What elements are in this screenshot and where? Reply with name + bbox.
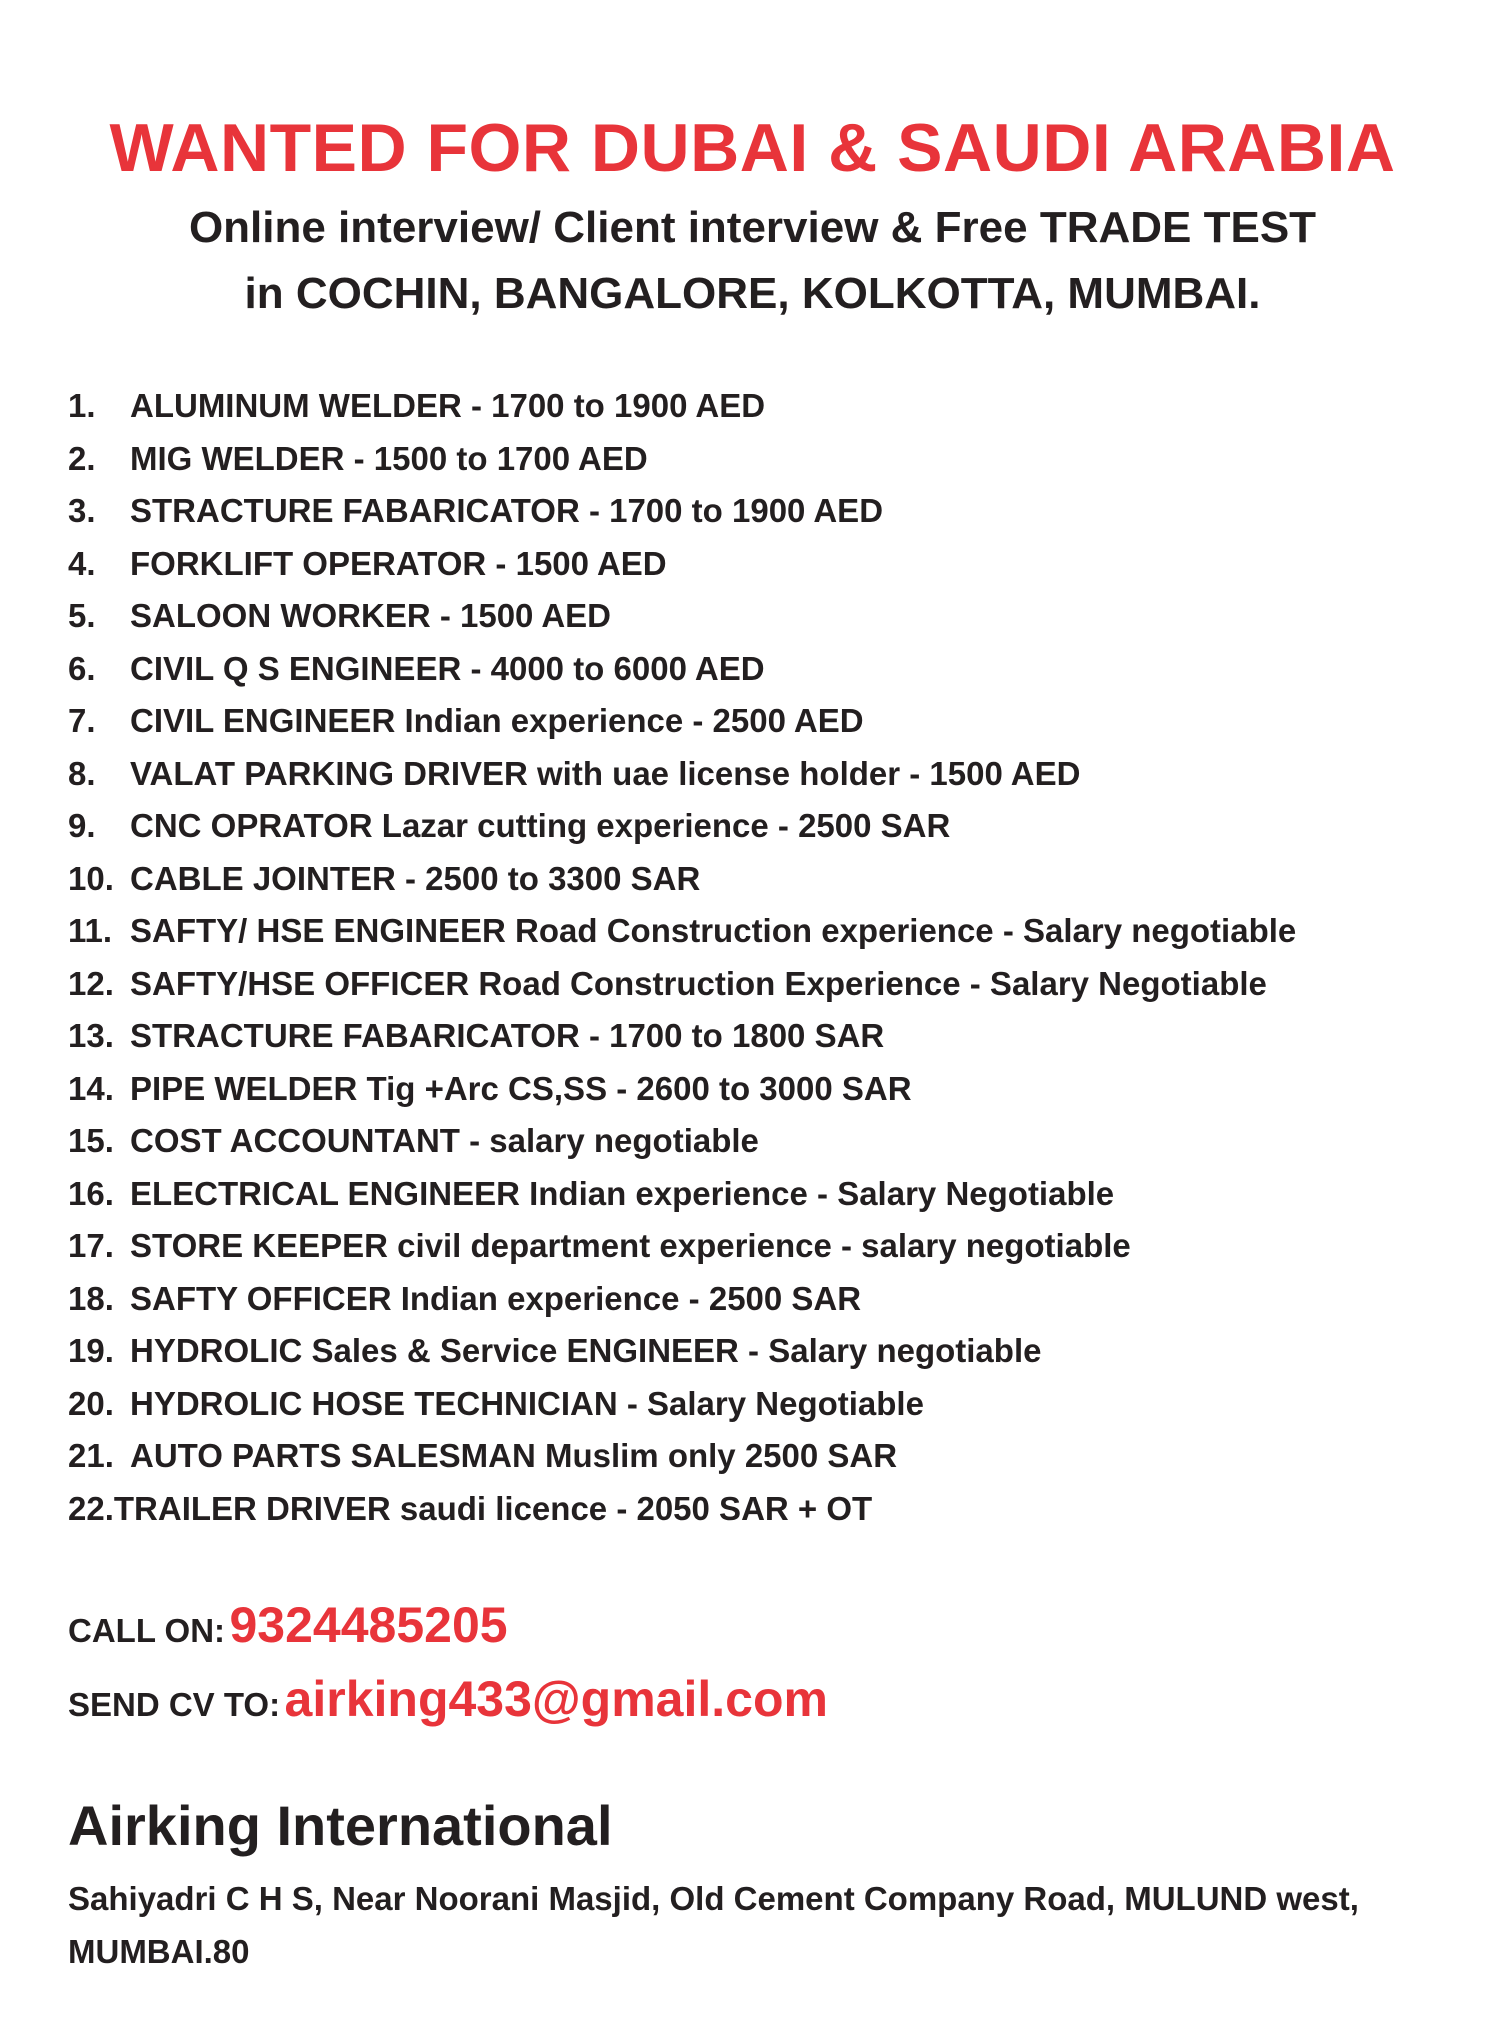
job-item: [68, 958, 1296, 1011]
send-cv-line: [68, 1670, 828, 1728]
job-text: SALOON WORKER - 1500 AED: [130, 597, 612, 635]
job-item: [68, 643, 1296, 696]
job-item: [68, 1220, 1296, 1273]
company-name: Airking International: [68, 1794, 613, 1857]
email-address[interactable]: airking433@gmail.com: [284, 1671, 828, 1727]
job-number: 18.: [68, 1279, 114, 1317]
job-text: STRACTURE FABARICATOR - 1700 to 1800 SAR: [130, 1017, 885, 1055]
job-number: 20.: [68, 1384, 114, 1422]
job-item: [68, 853, 1296, 906]
job-list: [68, 380, 1296, 1535]
job-text: SAFTY OFFICER Indian experience - 2500 SAR: [130, 1279, 862, 1317]
job-number: 13.: [68, 1017, 114, 1055]
job-number: 9.: [68, 807, 96, 845]
job-text: CABLE JOINTER - 2500 to 3300 SAR: [130, 859, 701, 897]
job-item: [68, 748, 1296, 801]
job-item: [68, 1273, 1296, 1326]
job-text: SAFTY/HSE OFFICER Road Construction Experience - Salary Negotiable: [130, 964, 1267, 1002]
phone-number[interactable]: 9324485205: [229, 1597, 508, 1653]
job-number: 1.: [68, 387, 96, 425]
job-item: [68, 1378, 1296, 1431]
subheadline-line-1: Online interview/ Client interview & Free TRADE TEST: [188, 203, 1317, 252]
job-text: HYDROLIC Sales & Service ENGINEER - Salary negotiable: [130, 1332, 1042, 1370]
send-cv-label: SEND CV TO:: [68, 1686, 281, 1723]
job-number: 3.: [68, 492, 96, 530]
job-number: 16.: [68, 1174, 114, 1212]
job-item: [68, 695, 1296, 748]
job-number: 14.: [68, 1069, 114, 1107]
job-number: 22.: [68, 1489, 114, 1527]
job-item: [68, 380, 1296, 433]
job-number: 15.: [68, 1122, 114, 1160]
job-item: [68, 485, 1296, 538]
job-item: [68, 1325, 1296, 1378]
job-text: PIPE WELDER Tig +Arc CS,SS - 2600 to 3000 SAR: [130, 1069, 912, 1107]
job-item: [68, 1430, 1296, 1483]
job-item: [68, 1063, 1296, 1116]
job-text: ALUMINUM WELDER - 1700 to 1900 AED: [130, 387, 766, 425]
job-text: AUTO PARTS SALESMAN Muslim only 2500 SAR: [130, 1437, 898, 1475]
job-number: 12.: [68, 964, 114, 1002]
job-item: [68, 1483, 1296, 1536]
company-address: Sahiyadri C H S, Near Noorani Masjid, Old Cement Company Road, MULUND west, MUMBAI.80: [68, 1880, 1359, 1970]
job-text: STRACTURE FABARICATOR - 1700 to 1900 AED: [130, 492, 884, 530]
job-text: VALAT PARKING DRIVER with uae license holder - 1500 AED: [130, 754, 1081, 792]
job-number: 10.: [68, 859, 114, 897]
job-text: MIG WELDER - 1500 to 1700 AED: [130, 439, 648, 477]
job-text: HYDROLIC HOSE TECHNICIAN - Salary Negotiable: [130, 1384, 924, 1422]
job-text: ELECTRICAL ENGINEER Indian experience - Salary Negotiable: [130, 1174, 1115, 1212]
call-label: CALL ON:: [68, 1612, 226, 1649]
job-number: 5.: [68, 597, 96, 635]
job-text: STORE KEEPER civil department experience - salary negotiable: [130, 1227, 1131, 1265]
job-item: [68, 1168, 1296, 1221]
job-number: 17.: [68, 1227, 114, 1265]
job-text: COST ACCOUNTANT - salary negotiable: [130, 1122, 759, 1160]
job-text: FORKLIFT OPERATOR - 1500 AED: [130, 544, 667, 582]
job-item: [68, 590, 1296, 643]
job-item: [68, 1010, 1296, 1063]
job-text: TRAILER DRIVER saudi licence - 2050 SAR + OT: [113, 1489, 873, 1527]
job-text: SAFTY/ HSE ENGINEER Road Construction experience - Salary negotiable: [130, 912, 1297, 950]
job-number: 11.: [68, 912, 113, 950]
job-text: CIVIL Q S ENGINEER - 4000 to 6000 AED: [130, 649, 765, 687]
job-text: CIVIL ENGINEER Indian experience - 2500 AED: [130, 702, 864, 740]
job-text: CNC OPRATOR Lazar cutting experience - 2500 SAR: [130, 807, 951, 845]
headline: WANTED FOR DUBAI & SAUDI ARABIA: [109, 110, 1396, 186]
call-line: [68, 1596, 508, 1654]
job-item: [68, 538, 1296, 591]
job-number: 6.: [68, 649, 96, 687]
job-item: [68, 905, 1296, 958]
job-number: 19.: [68, 1332, 114, 1370]
job-item: [68, 433, 1296, 486]
subheadline-line-2: in COCHIN, BANGALORE, KOLKOTTA, MUMBAI.: [244, 269, 1261, 318]
job-number: 21.: [68, 1437, 114, 1475]
job-number: 8.: [68, 754, 96, 792]
job-item: [68, 800, 1296, 853]
job-number: 7.: [68, 702, 96, 740]
job-number: 4.: [68, 544, 96, 582]
job-number: 2.: [68, 439, 96, 477]
job-item: [68, 1115, 1296, 1168]
